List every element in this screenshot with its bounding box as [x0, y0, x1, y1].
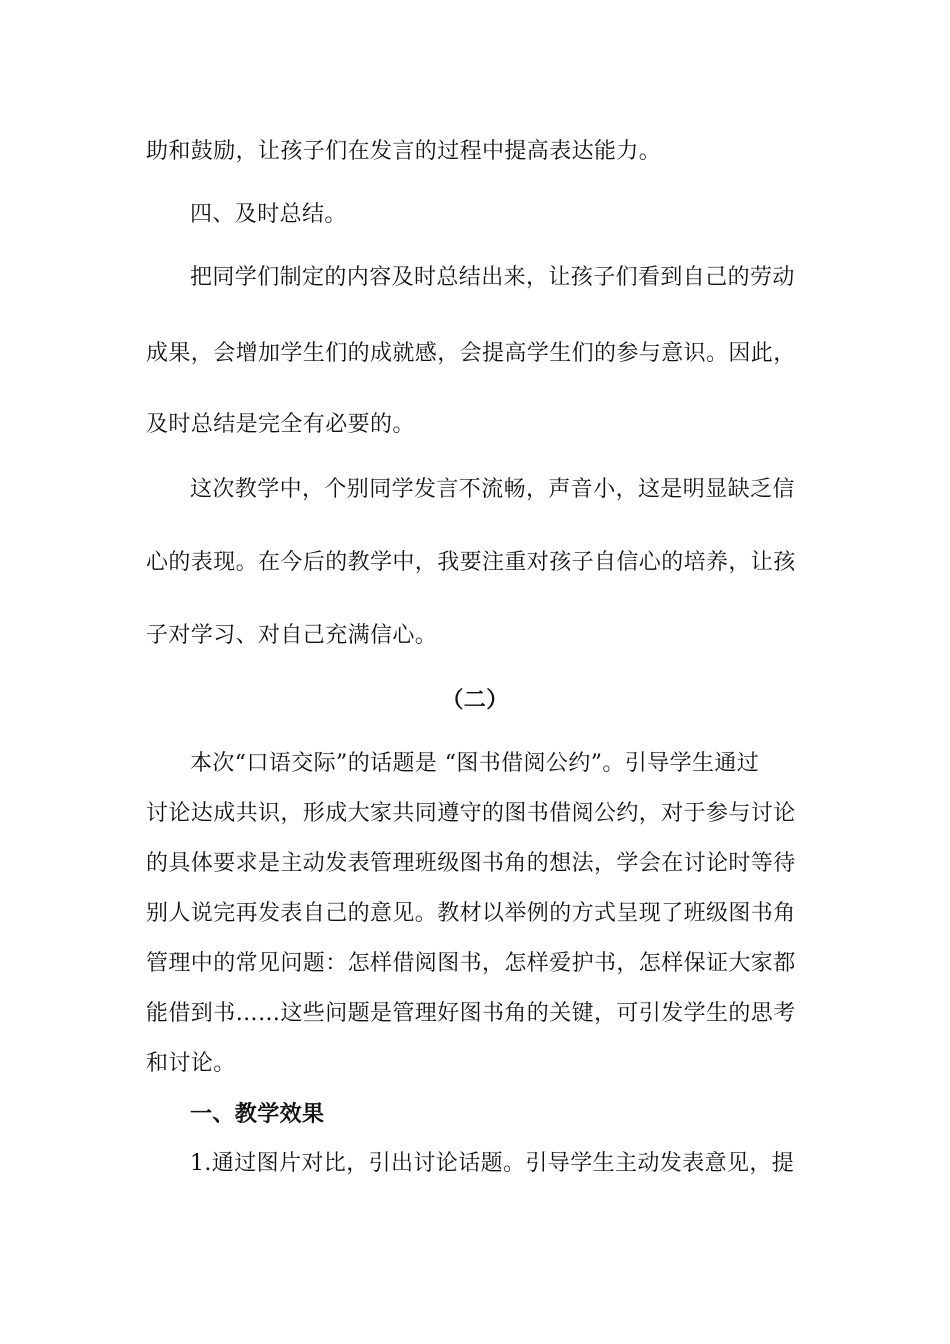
section-heading: 一、教学效果 — [190, 1101, 325, 1127]
text-line: 这次教学中，个别同学发言不流畅，声音小，这是明显缺乏信 — [190, 477, 795, 502]
text-line: 别人说完再发表自己的意见。教材以举例的方式呈现了班级图书角 — [146, 901, 796, 926]
text-line: 管理中的常见问题：怎样借阅图书，怎样爱护书，怎样保证大家都 — [146, 951, 796, 976]
section-heading: 四、及时总结。 — [190, 202, 347, 227]
text-line: 1.通过图片对比，引出讨论话题。引导学生主动发表意见，提 — [190, 1151, 795, 1176]
text-line: 成果，会增加学生们的成就感，会提高学生们的参与意识。因此， — [146, 341, 796, 366]
text-line: 本次“口语交际”的话题是 “图书借阅公约”。引导学生通过 — [190, 751, 760, 776]
text-line: 及时总结是完全有必要的。 — [146, 412, 415, 437]
text-line: 把同学们制定的内容及时总结出来，让孩子们看到自己的劳动 — [190, 265, 795, 290]
text-line: 子对学习、对自己充满信心。 — [146, 623, 438, 648]
text-line: 心的表现。在今后的教学中，我要注重对孩子自信心的培养，让孩 — [146, 550, 796, 575]
text-line: 的具体要求是主动发表管理班级图书角的想法，学会在讨论时等待 — [146, 851, 796, 876]
section-title: （二） — [441, 687, 509, 713]
text-line: 能借到书……这些问题是管理好图书角的关键，可引发学生的思考 — [146, 1001, 796, 1026]
text-line: 助和鼓励，让孩子们在发言的过程中提高表达能力。 — [146, 139, 662, 164]
text-line: 讨论达成共识，形成大家共同遵守的图书借阅公约，对于参与讨论 — [146, 801, 796, 826]
text-line: 和讨论。 — [146, 1051, 236, 1076]
